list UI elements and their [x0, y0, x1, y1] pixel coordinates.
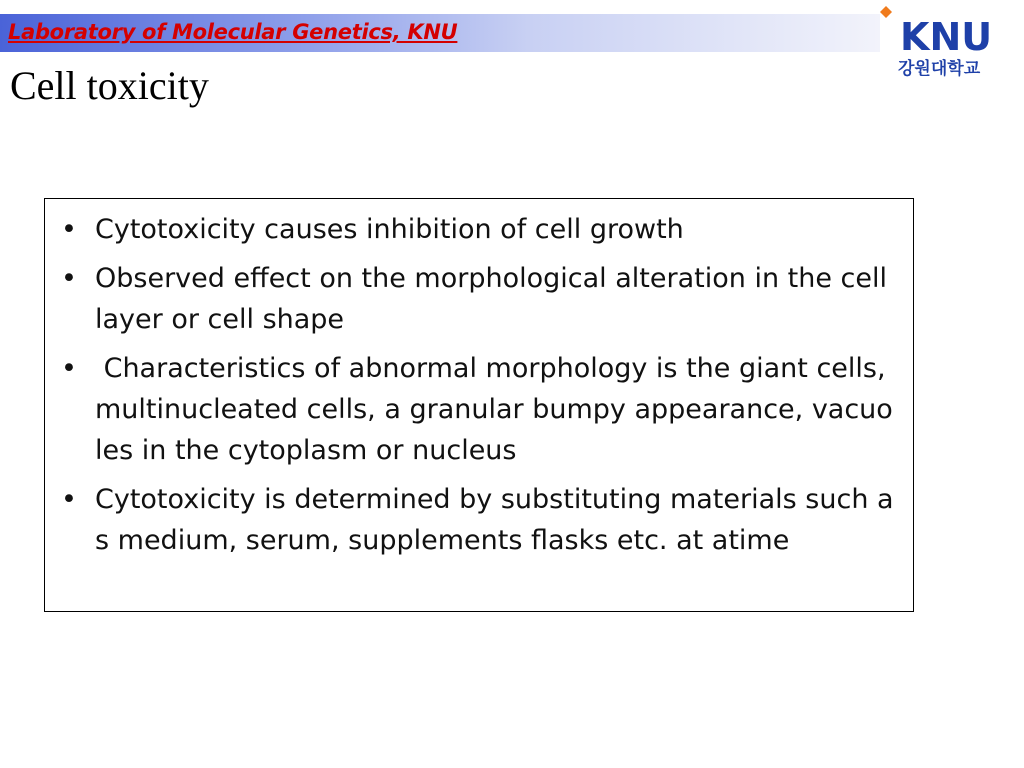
bullet-text: Characteristics of abnormal morphology is the giant cells, multinucleated cells, a granular bumpy appearance, vacuoles in the cytoplasm or nucleus [95, 353, 903, 466]
list-item [59, 479, 899, 561]
bullet-icon: • [61, 484, 77, 515]
list-item [59, 258, 899, 340]
logo-subtitle: 강원대학교 [898, 59, 981, 79]
bullet-icon: • [61, 263, 77, 294]
bullet-text: Observed effect on the morphological alteration in the cell layer or cell shape [95, 263, 887, 335]
page-title: Cell toxicity [10, 63, 209, 108]
list-item [59, 209, 899, 250]
lab-name: Laboratory of Molecular Genetics, KNU [8, 20, 458, 44]
diamond-icon [880, 6, 892, 18]
bullet-text: Cytotoxicity causes inhibition of cell growth [95, 214, 684, 245]
knu-logo-graphic [878, 4, 1018, 80]
bullet-list [45, 199, 913, 561]
content-box [44, 198, 914, 612]
bullet-text: Cytotoxicity is determined by substituting materials such as medium, serum, supplements flasks etc. at atime [95, 484, 894, 556]
bullet-icon: • [61, 353, 77, 384]
knu-logo [878, 4, 1018, 80]
list-item [59, 348, 903, 471]
bullet-icon: • [61, 214, 77, 245]
logo-text: KNU [900, 15, 993, 59]
